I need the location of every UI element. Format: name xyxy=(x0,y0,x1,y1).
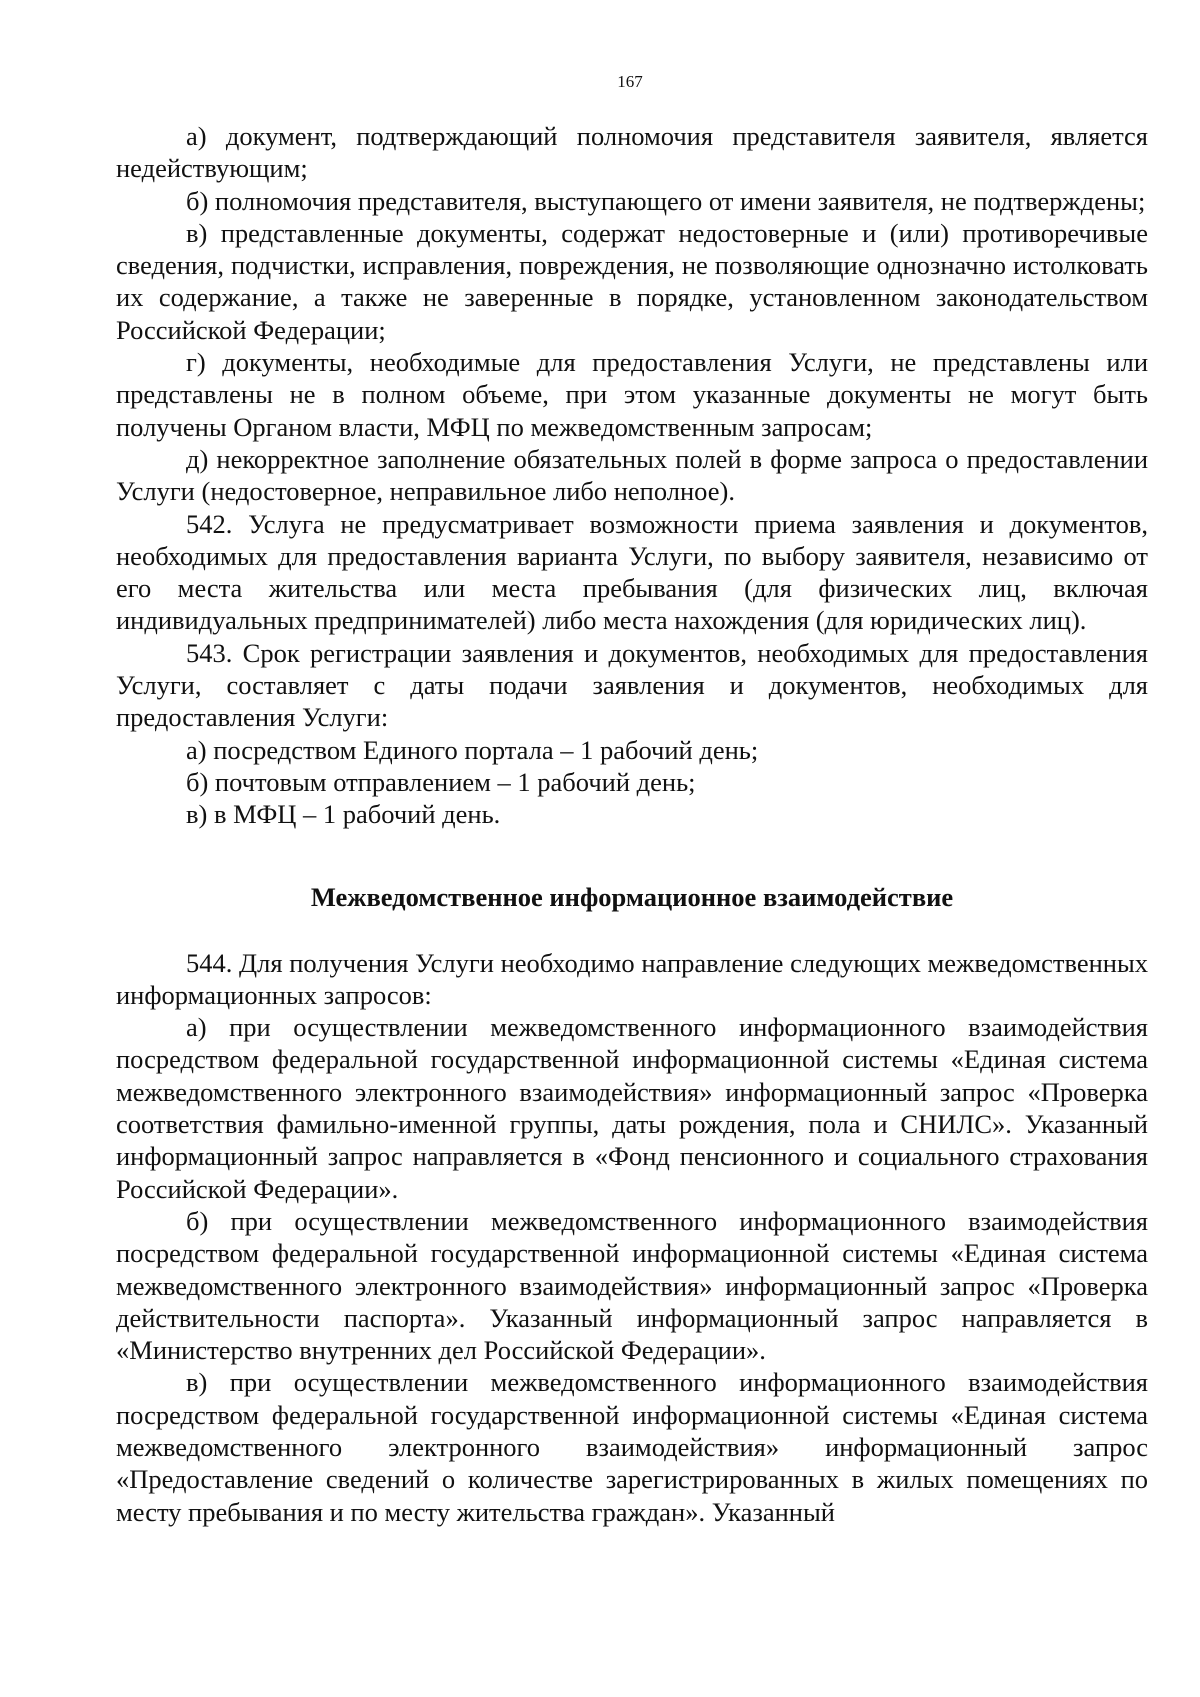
paragraph-544-v: в) при осуществлении межведомственного информационного взаимодействия посредством федеральной государственной информационной системы «Единая система межведомственного электронного взаимодействия» информационный запрос «Предоставление сведений о количестве зарегистрированных в жилых помещениях по месту пребывания и по месту жительства граждан». Указанный xyxy=(116,1367,1148,1527)
page-body xyxy=(116,120,1148,1528)
page-number: 167 xyxy=(617,72,643,91)
paragraph-542: 542. Услуга не предусматривает возможности приема заявления и документов, необходимых для предоставления варианта Услуги, по выбору заявителя, независимо от его места жительства или места пребывания (для физических лиц, включая индивидуальных предпринимателей) либо места нахождения (для юридических лиц). xyxy=(116,508,1148,636)
paragraph-543: 543. Срок регистрации заявления и документов, необходимых для предоставления Услуги, составляет с даты подачи заявления и документов, необходимых для предоставления Услуги: xyxy=(116,637,1148,733)
paragraph-a-representative-document: а) документ, подтверждающий полномочия представителя заявителя, является недействующим; xyxy=(116,121,1148,184)
paragraph-544-b: б) при осуществлении межведомственного информационного взаимодействия посредством федеральной государственной информационной системы «Единая система межведомственного электронного взаимодействия» информационный запрос «Проверка действительности паспорта». Указанный информационный запрос направляется в «Министерство внутренних дел Российской Федерации». xyxy=(116,1205,1148,1366)
paragraph-b-representative-authority: б) полномочия представителя, выступающего от имени заявителя, не подтверждены; xyxy=(186,185,1146,216)
list-item-mail: б) почтовым отправлением – 1 рабочий день; xyxy=(186,766,696,797)
list-item-mfc: в) в МФЦ – 1 рабочий день. xyxy=(186,799,501,830)
paragraph-d-incorrect-fields: д) некорректное заполнение обязательных полей в форме запроса о предоставлении Услуги (недостоверное, неправильное либо неполное). xyxy=(116,443,1148,507)
paragraph-544-a: а) при осуществлении межведомственного информационного взаимодействия посредством федеральной государственной информационной системы «Единая система межведомственного электронного взаимодействия» информационный запрос «Проверка соответствия фамильно-именной группы, даты рождения, пола и СНИЛС». Указанный информационный запрос направляется в «Фонд пенсионного и социального страхования Российской Федерации». xyxy=(116,1012,1148,1204)
section-heading: Межведомственное информационное взаимодействие xyxy=(310,881,954,912)
paragraph-544: 544. Для получения Услуги необходимо направление следующих межведомственных информационных запросов: xyxy=(116,947,1148,1010)
paragraph-g-incomplete-documents: г) документы, необходимые для предоставления Услуги, не представлены или представлены не в полном объеме, при этом указанные документы не могут быть получены Органом власти, МФЦ по межведомственным запросам; xyxy=(116,347,1148,442)
paragraph-v-unreliable-documents: в) представленные документы, содержат недостоверные и (или) противоречивые сведения, подчистки, исправления, повреждения, не позволяющие однозначно истолковать их содержание, а также не заверенные в порядке, установленном законодательством Российской Федерации; xyxy=(116,217,1148,345)
list-item-portal: а) посредством Единого портала – 1 рабочий день; xyxy=(186,734,759,765)
